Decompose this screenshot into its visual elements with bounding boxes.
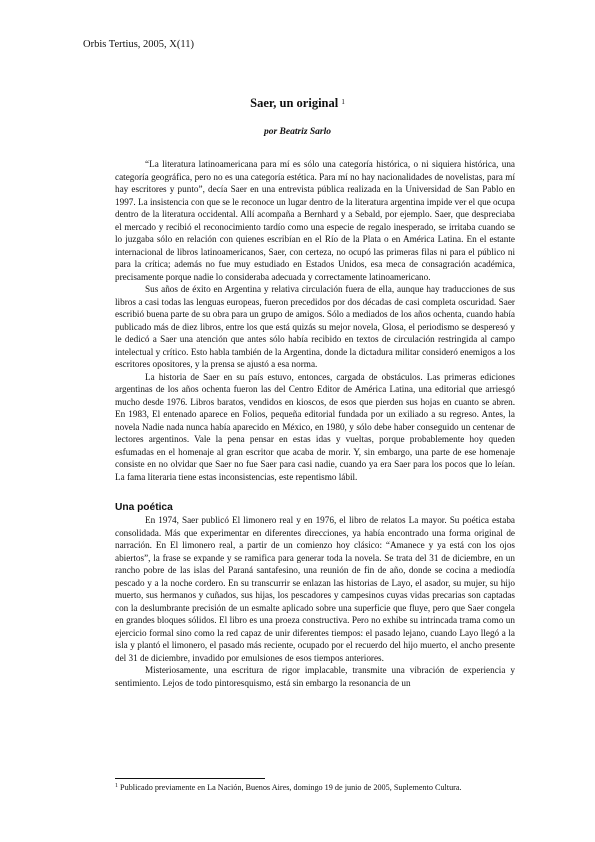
paragraph-1: “La literatura latinoamericana para mí es sólo una categoría histórica, o ni siquiera histórica, una categoría geográfica, pero no es una categoría estética. Para mí no hay nacionalidades de novelistas, para mí hay escritores y punto”, decía Saer en una entrevista pública realizada en la Universidad de San Pablo en 1997. La insistencia con que se le reconoce un lugar dentro de la literatura argentina impide ver el que ocupa dentro de la literatura occidental. Allí acompaña a Bernhard y a Sebald, por ejemplo. Saer, que despreciaba el mercado y recibió el reconocimiento tardío como una especie de regalo inesperado, se irritaba cuando se lo juzgaba sólo en relación con quienes escribían en el Río de la Plata o en América Latina. En el estante internacional de libros latinoamericanos, Saer, con certeza, no ocupó las primeras filas ni para el público ni para la crítica; además no fue muy estudiado en Estados Unidos, esa meca de consagración académica, precisamente porque nadie lo consideraba adecuada y correctamente latinoamericano. [115,159,515,282]
journal-citation: Orbis Tertius, 2005, X(11) [83,39,194,50]
paragraph-5: Misteriosamente, una escritura de rigor implacable, transmite una vibración de experiencia y sentimiento. Lejos de todo pintoresquismo, está sin embargo la resonancia de un [115,665,515,688]
footnote-divider [115,778,265,779]
article-title-text: Saer, un original [250,96,339,110]
article-author: por Beatriz Sarlo [263,127,332,137]
footnote-text: Publicado previamente en La Nación, Buenos Aires, domingo 19 de junio de 2005, Suplemento Cultura. [120,783,462,792]
footnote [115,782,515,793]
footnote-marker: 1 [115,783,118,789]
paragraph-3: La historia de Saer en su país estuvo, entonces, cargada de obstáculos. Las primeras ediciones argentinas de los años ochenta fueron las del Centro Editor de América Latina, una editorial que arriesgó mucho desde 1976. Libros baratos, vendidos en kioscos, de esos que pierden sus hojas en cuanto se abren. En 1983, El entenado aparece en Folios, pequeña editorial fundada por un exiliado a su regreso. Antes, la novela Nadie nada nunca había aparecido en México, en 1980, y sólo debe haber conseguido un centenar de lectores argentinos. Vale la pena pensar en estas idas y vueltas, porque probablemente hoy queden esfumadas en el homenaje al gran escritor que acaba de morir. Y, sin embargo, una parte de ese homenaje consiste en no olvidar que Saer no fue Saer para casi nadie, cuando ya era Saer para los pocos que lo leían. La fama literaria tiene estas inconsistencias, este repentismo lábil. [115,371,515,482]
section-heading: Una poética [115,502,173,513]
paragraph-4: En 1974, Saer publicó El limonero real y en 1976, el libro de relatos La mayor. Su poética estaba consolidada. Más que experimentar en diferentes direcciones, ya había encontrado una forma original de narración. En El limonero real, a partir de un comienzo hoy clásico: “Amanece y ya está con los ojos abiertos”, la frase se expande y se ramifica para generar toda la novela. Se trata del 31 de diciembre, en un rancho pobre de las islas del Paraná santafesino, una reunión de fin de año, donde se cocina a mediodía pescado y a la noche cordero. En su transcurrir se enlazan las historias de Layo, el asador, su mujer, su hijo muerto, sus hermanos y cuñados, sus hijas, los pescadores y campesinos cuyas vidas precarias son captadas con la deslumbrante precisión de un esmalte aplicado sobre una superficie que fluye, pero que Saer congela en grandes bloques sólidos. El libro es una proeza constructiva. Pero no exhibe su intrincada trama como un ejercicio formal sino como la red capaz de unir diferentes tiempos: el pasado lejano, cuando Layo llegó a la isla y plantó el limonero, el pasado más reciente, ocupado por el recuerdo del hijo muerto, el ancho presente del 31 de diciembre, invadido por emulsiones de esos tiempos anteriores. [115,515,515,663]
paragraph-2: Sus años de éxito en Argentina y relativa circulación fuera de ella, aunque hay traducciones de sus libros a casi todas las lenguas europeas, fueron precedidos por dos décadas de casi completa oscuridad. Saer escribió buena parte de su obra para un grupo de amigos. Sólo a mediados de los años ochenta, cuando había publicado más de diez libros, entre los que está quizás su mejor novela, Glosa, el periodismo se despereзó y le dedicó a Saer una atención que antes sólo había recibido en textos de circulación restringida al campo intelectual y crítico. Esto habla también de la Argentina, donde la dictadura militar consideró enemigos a los escritores opositores, y la prensa se ajustó a esa norma. [115,284,515,369]
article-title [0,96,595,111]
article-body [115,158,515,689]
title-footnote-ref[interactable]: 1 [341,98,345,106]
